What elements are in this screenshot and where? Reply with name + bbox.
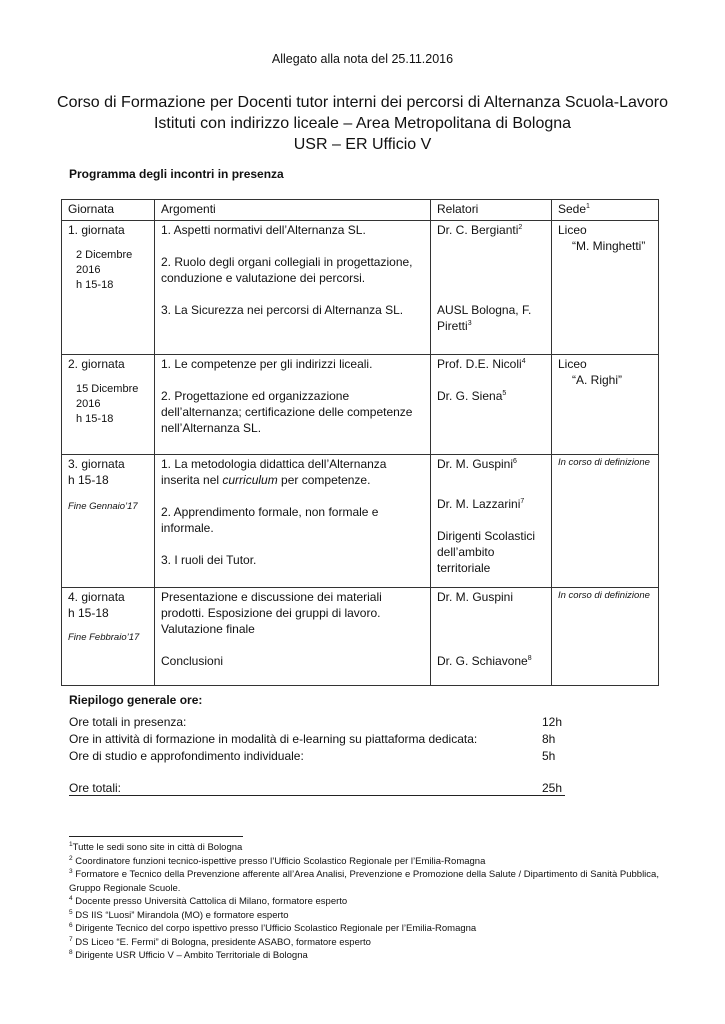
footnote: $^4$ Docente presso Università Cattolica di Milano, formatore esperto [69,894,348,907]
program-table [61,199,659,686]
footnote: $^5$ DS IIS “Luosi” Mirandola (MO) e formatore esperto [69,908,289,921]
total-label: Ore totali: [69,781,122,795]
footnote-ref: 1 [586,203,590,210]
topic: 1. La metodologia didattica dell’Alternanza inserita nel curriculum per competenze. [161,457,387,487]
topic: 1. Aspetti normativi dell’Alternanza SL. [161,223,366,237]
topic: 2. Progettazione ed organizzazione dell’alternanza; certificazione delle competenze nell’Alternanza SL. [161,389,413,435]
speaker [437,653,545,669]
footnote: $^8$ Dirigente USR Ufficio V – Ambito Territoriale di Bologna [69,948,308,961]
program-heading: Programma degli incontri in presenza [69,167,284,181]
speaker [437,589,545,605]
speaker-name: AUSL Bologna, F. Piretti [437,303,532,333]
speaker-name: Dirigenti Scolastici dell’ambito territoriale [437,529,536,575]
topic: 3. La Sicurezza nei percorsi di Alternanza SL. [161,303,404,317]
venue-line: “A. Righi” [572,373,623,387]
giornata-label: 4. giornata [68,590,125,604]
giornata-label: 2. giornata [68,357,125,371]
period-label: Fine Febbraio’17 [68,632,140,643]
summary-total-row [69,780,565,796]
relatori-cell [431,355,552,455]
sede-cell [552,588,659,686]
footnote-ref: 2 [518,224,523,231]
date-line: 15 Dicembre [76,383,139,395]
summary-row [69,748,569,765]
speaker-name: Dr. M. Guspini [437,457,514,471]
speaker-name: Dr. M. Lazzarini [437,497,521,511]
giornata-cell [62,355,155,455]
topic: 3. I ruoli dei Tutor. [161,553,257,567]
footnote: $^6$ Dirigente Tecnico del corpo ispettivo presso l’Ufficio Scolastico Regionale per l’Emilia-Romagna [69,921,477,934]
speaker [437,388,545,404]
argomenti-cell [155,588,431,686]
col-header-relatori: Relatori [431,200,552,221]
relatori-cell [431,221,552,355]
table-row [62,455,659,588]
speaker-name: Dr. C. Bergianti [437,223,519,237]
speaker-name: Dr. G. Siena [437,389,503,403]
sede-cell [552,221,659,355]
speaker-name: Dr. G. Schiavone [437,654,528,668]
sede-label: Sede [558,202,587,216]
topic: Presentazione e discussione dei materiali prodotti. Esposizione dei gruppi di lavoro. Valutazione finale [161,590,382,636]
speaker [437,356,545,372]
col-header-giornata: Giornata [62,200,155,221]
speaker [437,496,545,512]
date-line: h 15-18 [76,279,114,291]
table-header-row [62,200,659,221]
giornata-label: 3. giornata [68,457,125,471]
topic: 2. Apprendimento formale, non formale e informale. [161,505,379,535]
speaker [437,222,545,238]
summary-label: Ore di studio e approfondimento individuale: [69,749,304,763]
relatori-cell [431,588,552,686]
argomenti-cell [155,221,431,355]
argomenti-cell [155,455,431,588]
summary-label: Ore totali in presenza: [69,715,187,729]
venue-line: Liceo [558,357,587,371]
giornata-cell [62,588,155,686]
title-line-2: Istituti con indirizzo liceale – Area Metropolitana di Bologna [153,115,572,132]
footnote-ref: 7 [520,498,525,505]
summary-value: 8h [542,732,556,746]
footnote-separator [69,836,243,837]
footnotes [69,841,669,963]
footnote: $^2$ Coordinatore funzioni tecnico-ispettive presso l’Ufficio Scolastico Regionale per l’Emilia-Romagna [69,854,486,867]
total-value: 25h [542,781,563,795]
footnote-ref: 6 [513,458,517,465]
summary-row [69,731,569,748]
table-row [62,588,659,686]
hours-label: h 15-18 [68,606,109,620]
summary-value: 12h [542,715,563,729]
document-title [0,92,725,155]
relatori-cell [431,455,552,588]
summary-heading: Riepilogo generale ore: [69,693,203,707]
topic: 1. Le competenze per gli indirizzi liceali. [161,357,373,371]
topic: Conclusioni [161,654,224,668]
title-line-3: USR – ER Ufficio V [293,136,432,153]
date-line: h 15-18 [76,413,114,425]
footnote-ref: 4 [521,358,526,365]
venue-tbd: In corso di definizione [558,457,650,468]
speaker-name: Dr. M. Guspini [437,590,514,604]
venue-tbd: In corso di definizione [558,590,650,601]
argomenti-cell [155,355,431,455]
summary-row [69,714,569,731]
footnote-ref: 3 [467,320,472,327]
summary-value: 5h [542,749,556,763]
footnote: $^7$ DS Liceo “E. Fermi” di Bologna, presidente ASABO, formatore esperto [69,935,371,948]
sede-cell [552,455,659,588]
footnote-ref: 5 [502,390,507,397]
title-line-1: Corso di Formazione per Docenti tutor interni dei percorsi di Alternanza Scuola-Lavoro [57,94,668,111]
table-row [62,221,659,355]
footnote-ref: 8 [527,655,532,662]
summary-label: Ore in attività di formazione in modalità di e-learning su piattaforma dedicata: [69,732,478,746]
period-label: Fine Gennaio’17 [68,501,138,512]
hours-label: h 15-18 [68,473,109,487]
speaker-name: Prof. D.E. Nicoli [437,357,522,371]
attachment-note: Allegato alla nota del 25.11.2016 [271,52,454,66]
speaker [437,528,545,576]
giornata-label: 1. giornata [68,223,125,237]
footnote: $^3$ Formatore e Tecnico della Prevenzione afferente all’Area Analisi, Prevenzione e Promozione della Salute / Dipartimento di Sanità Pubblica, Gruppo Regionale Scuole. [69,867,659,894]
col-header-sede [552,200,659,221]
venue-line: “M. Minghetti” [572,239,646,253]
speaker [437,302,545,334]
table-row [62,355,659,455]
footnote: $^1$Tutte le sedi sono site in città di Bologna [69,840,243,853]
speaker [437,456,545,472]
date-line: 2 Dicembre [76,249,133,261]
sede-cell [552,355,659,455]
venue-line: Liceo [558,223,587,237]
giornata-cell [62,221,155,355]
date-line: 2016 [76,398,101,410]
giornata-cell [62,455,155,588]
topic: 2. Ruolo degli organi collegiali in progettazione, conduzione e valutazione dei percorsi. [161,255,413,285]
col-header-argomenti: Argomenti [155,200,431,221]
hours-summary [69,714,569,796]
date-line: 2016 [76,264,101,276]
